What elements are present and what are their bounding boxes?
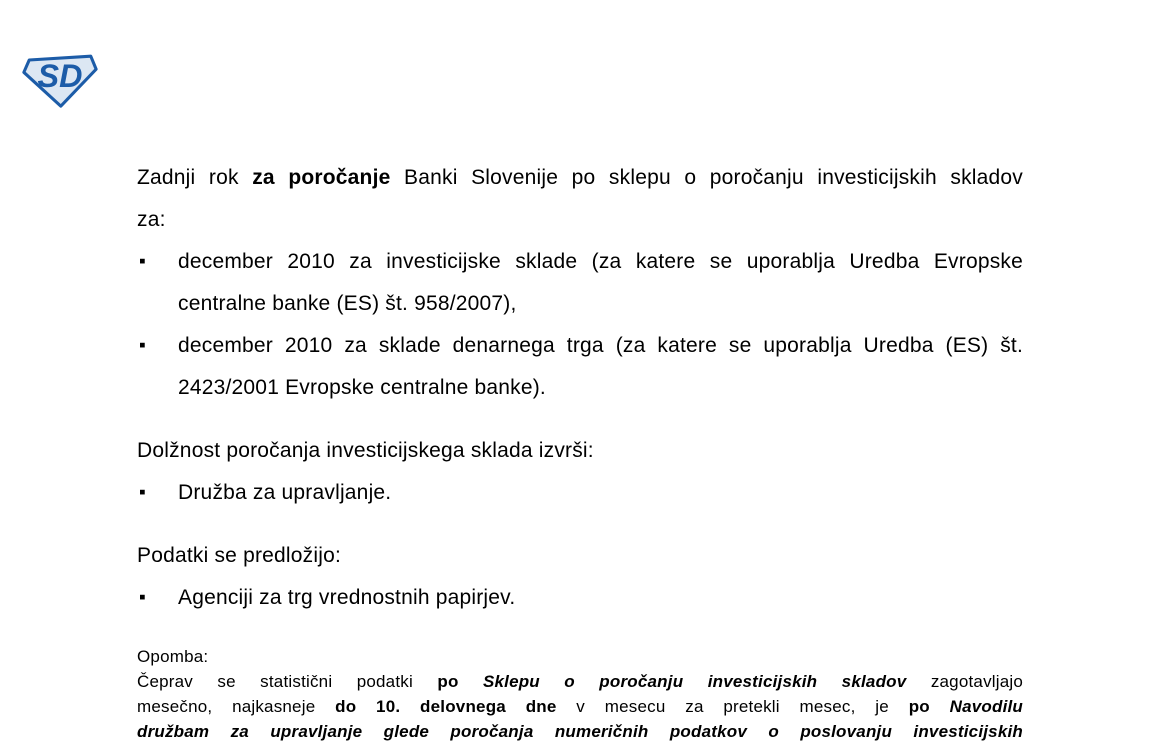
submission-bullet-text: Agenciji za trg vrednostnih papirjev. [178, 586, 516, 609]
intro-line-1 [137, 157, 1023, 199]
note-line-3: družbam za upravljanje glede poročanja numeričnih podatkov o poslovanju investicijskih [137, 722, 1023, 741]
deadline-list-item [137, 241, 1023, 325]
intro-text: Zadnji rok [137, 166, 253, 189]
intro-line-2: za: [137, 208, 166, 231]
note-heading: Opomba: [137, 647, 209, 666]
note-text: Čeprav se statistični podatki [137, 672, 438, 691]
note-section [137, 644, 1023, 743]
bullet-square-icon: ▪ [139, 482, 146, 503]
logo-letters: SD [37, 57, 83, 94]
bullet-square-icon: ▪ [139, 335, 146, 356]
intro-text: Banki Slovenije po sklepu o poročanju investicijskih skladov [390, 166, 1023, 189]
note-text: zagotavljajo [906, 672, 1024, 691]
submission-heading: Podatki se predložijo: [137, 544, 342, 567]
note-text-bold-italic: Sklepu o poročanju investicijskih skladov [482, 672, 907, 691]
sd-logo [21, 50, 99, 110]
bullet-square-icon: ▪ [139, 587, 146, 608]
intro-text-bold: za poročanje [252, 166, 391, 189]
note-text-bold: po [437, 672, 483, 691]
note-text: mesečno, najkasneje [137, 697, 336, 716]
duty-list-item [137, 472, 1023, 514]
note-line-2 [137, 694, 1023, 719]
deadline-list-item [137, 325, 1023, 409]
submission-list-item [137, 577, 1023, 619]
note-text-bold-italic: Navodilu [949, 697, 1024, 716]
list-item-text [178, 577, 1023, 619]
deadline-1-line-1: december 2010 za investicijske sklade (za katere se uporablja Uredba Evropske [178, 250, 1023, 273]
intro-paragraph [137, 157, 1023, 241]
note-text-bold: do 10. delovnega dne [335, 697, 557, 716]
list-item-text [178, 472, 1023, 514]
note-text: v mesecu za pretekli mesec, je [556, 697, 909, 716]
note-line-1 [137, 669, 1023, 694]
list-item-text [178, 241, 1023, 325]
duty-bullet-text: Družba za upravljanje. [178, 481, 392, 504]
duty-heading: Dolžnost poročanja investicijskega sklada izvrši: [137, 439, 594, 462]
deadline-2-line-1: december 2010 za sklade denarnega trga (za katere se uporablja Uredba (ES) št. [178, 334, 1023, 357]
deadline-2-line-2: 2423/2001 Evropske centralne banke). [178, 376, 546, 399]
note-text-bold: po [908, 697, 950, 716]
bullet-square-icon: ▪ [139, 251, 146, 272]
list-item-text [178, 325, 1023, 409]
document-content [137, 157, 1023, 743]
deadline-1-line-2: centralne banke (ES) št. 958/2007), [178, 292, 517, 315]
